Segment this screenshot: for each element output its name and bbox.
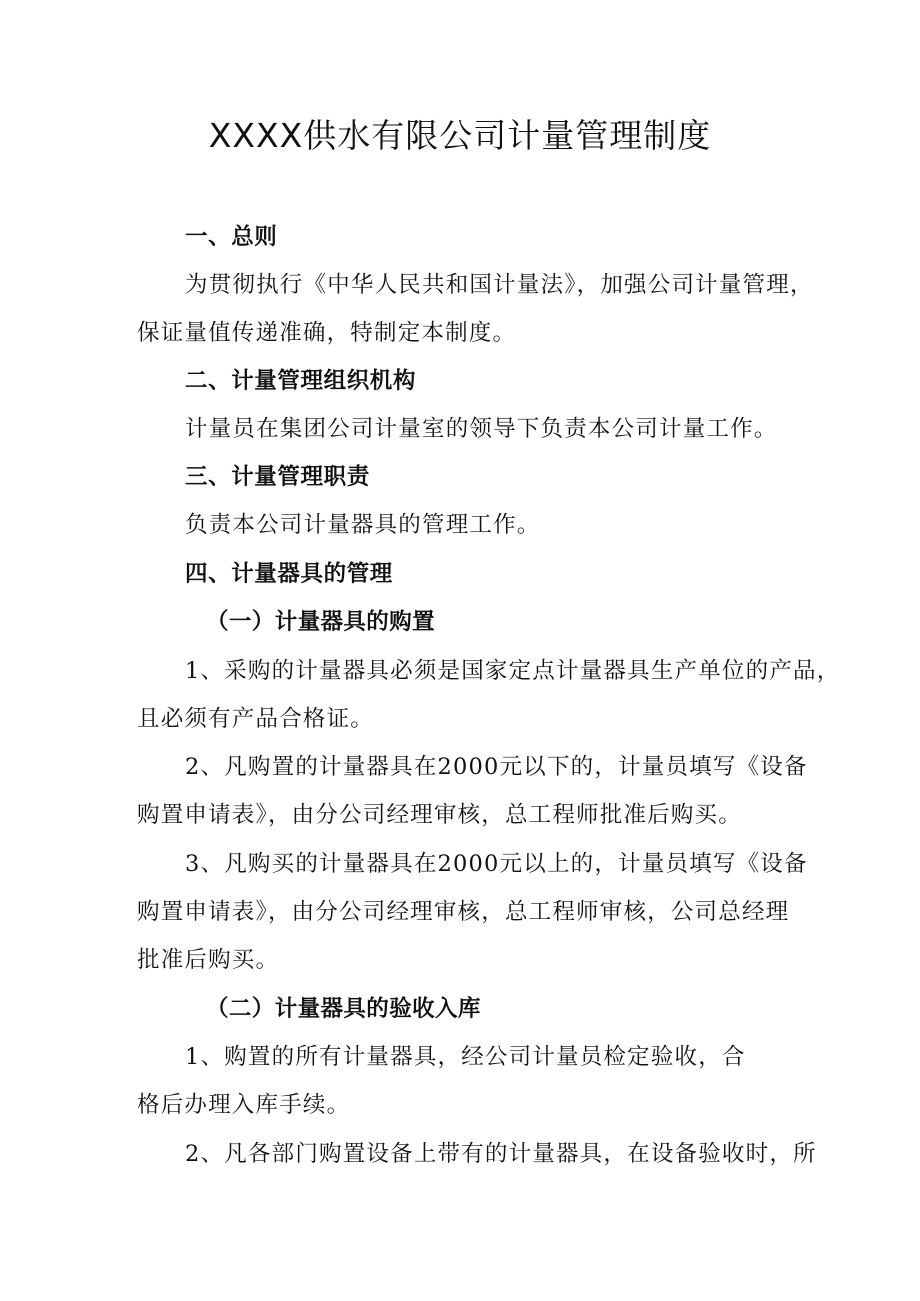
subsection-heading-purchase: （一）计量器具的购置 <box>206 609 436 635</box>
section-heading-instrument-management: 四、计量器具的管理 <box>185 561 393 587</box>
paragraph-line: 1、采购的计量器具必须是国家定点计量器具生产单位的产品， <box>185 658 841 684</box>
paragraph-line: 负责本公司计量器具的管理工作。 <box>185 512 541 538</box>
paragraph-line: 格后办理入库手续。 <box>137 1092 351 1118</box>
paragraph-line: 3、凡购买的计量器具在2000元以上的，计量员填写《设备 <box>185 851 808 877</box>
section-heading-duties: 三、计量管理职责 <box>185 464 370 490</box>
section-heading-organization: 二、计量管理组织机构 <box>185 368 417 394</box>
section-heading-general: 一、总则 <box>185 224 278 250</box>
paragraph-line: 2、凡各部门购置设备上带有的计量器具，在设备验收时，所 <box>185 1141 817 1167</box>
paragraph-line: 购置申请表》，由分公司经理审核，总工程师批准后购买。 <box>137 802 742 828</box>
document-title: XXXX供水有限公司计量管理制度 <box>208 116 712 155</box>
paragraph-line: 批准后购买。 <box>137 947 280 973</box>
paragraph-line: 为贯彻执行《中华人民共和国计量法》，加强公司计量管理， <box>185 272 814 298</box>
paragraph-line: 1、购置的所有计量器具，经公司计量员检定验收，合 <box>185 1044 746 1070</box>
paragraph-line: 且必须有产品合格证。 <box>137 706 375 732</box>
paragraph-line: 2、凡购置的计量器具在2000元以下的，计量员填写《设备 <box>185 754 808 780</box>
subsection-heading-acceptance: （二）计量器具的验收入库 <box>206 996 481 1022</box>
paragraph-line: 购置申请表》，由分公司经理审核，总工程师审核，公司总经理 <box>137 899 790 925</box>
paragraph-line: 计量员在集团公司计量室的领导下负责本公司计量工作。 <box>185 416 778 442</box>
paragraph-line: 保证量值传递准确，特制定本制度。 <box>137 320 517 346</box>
